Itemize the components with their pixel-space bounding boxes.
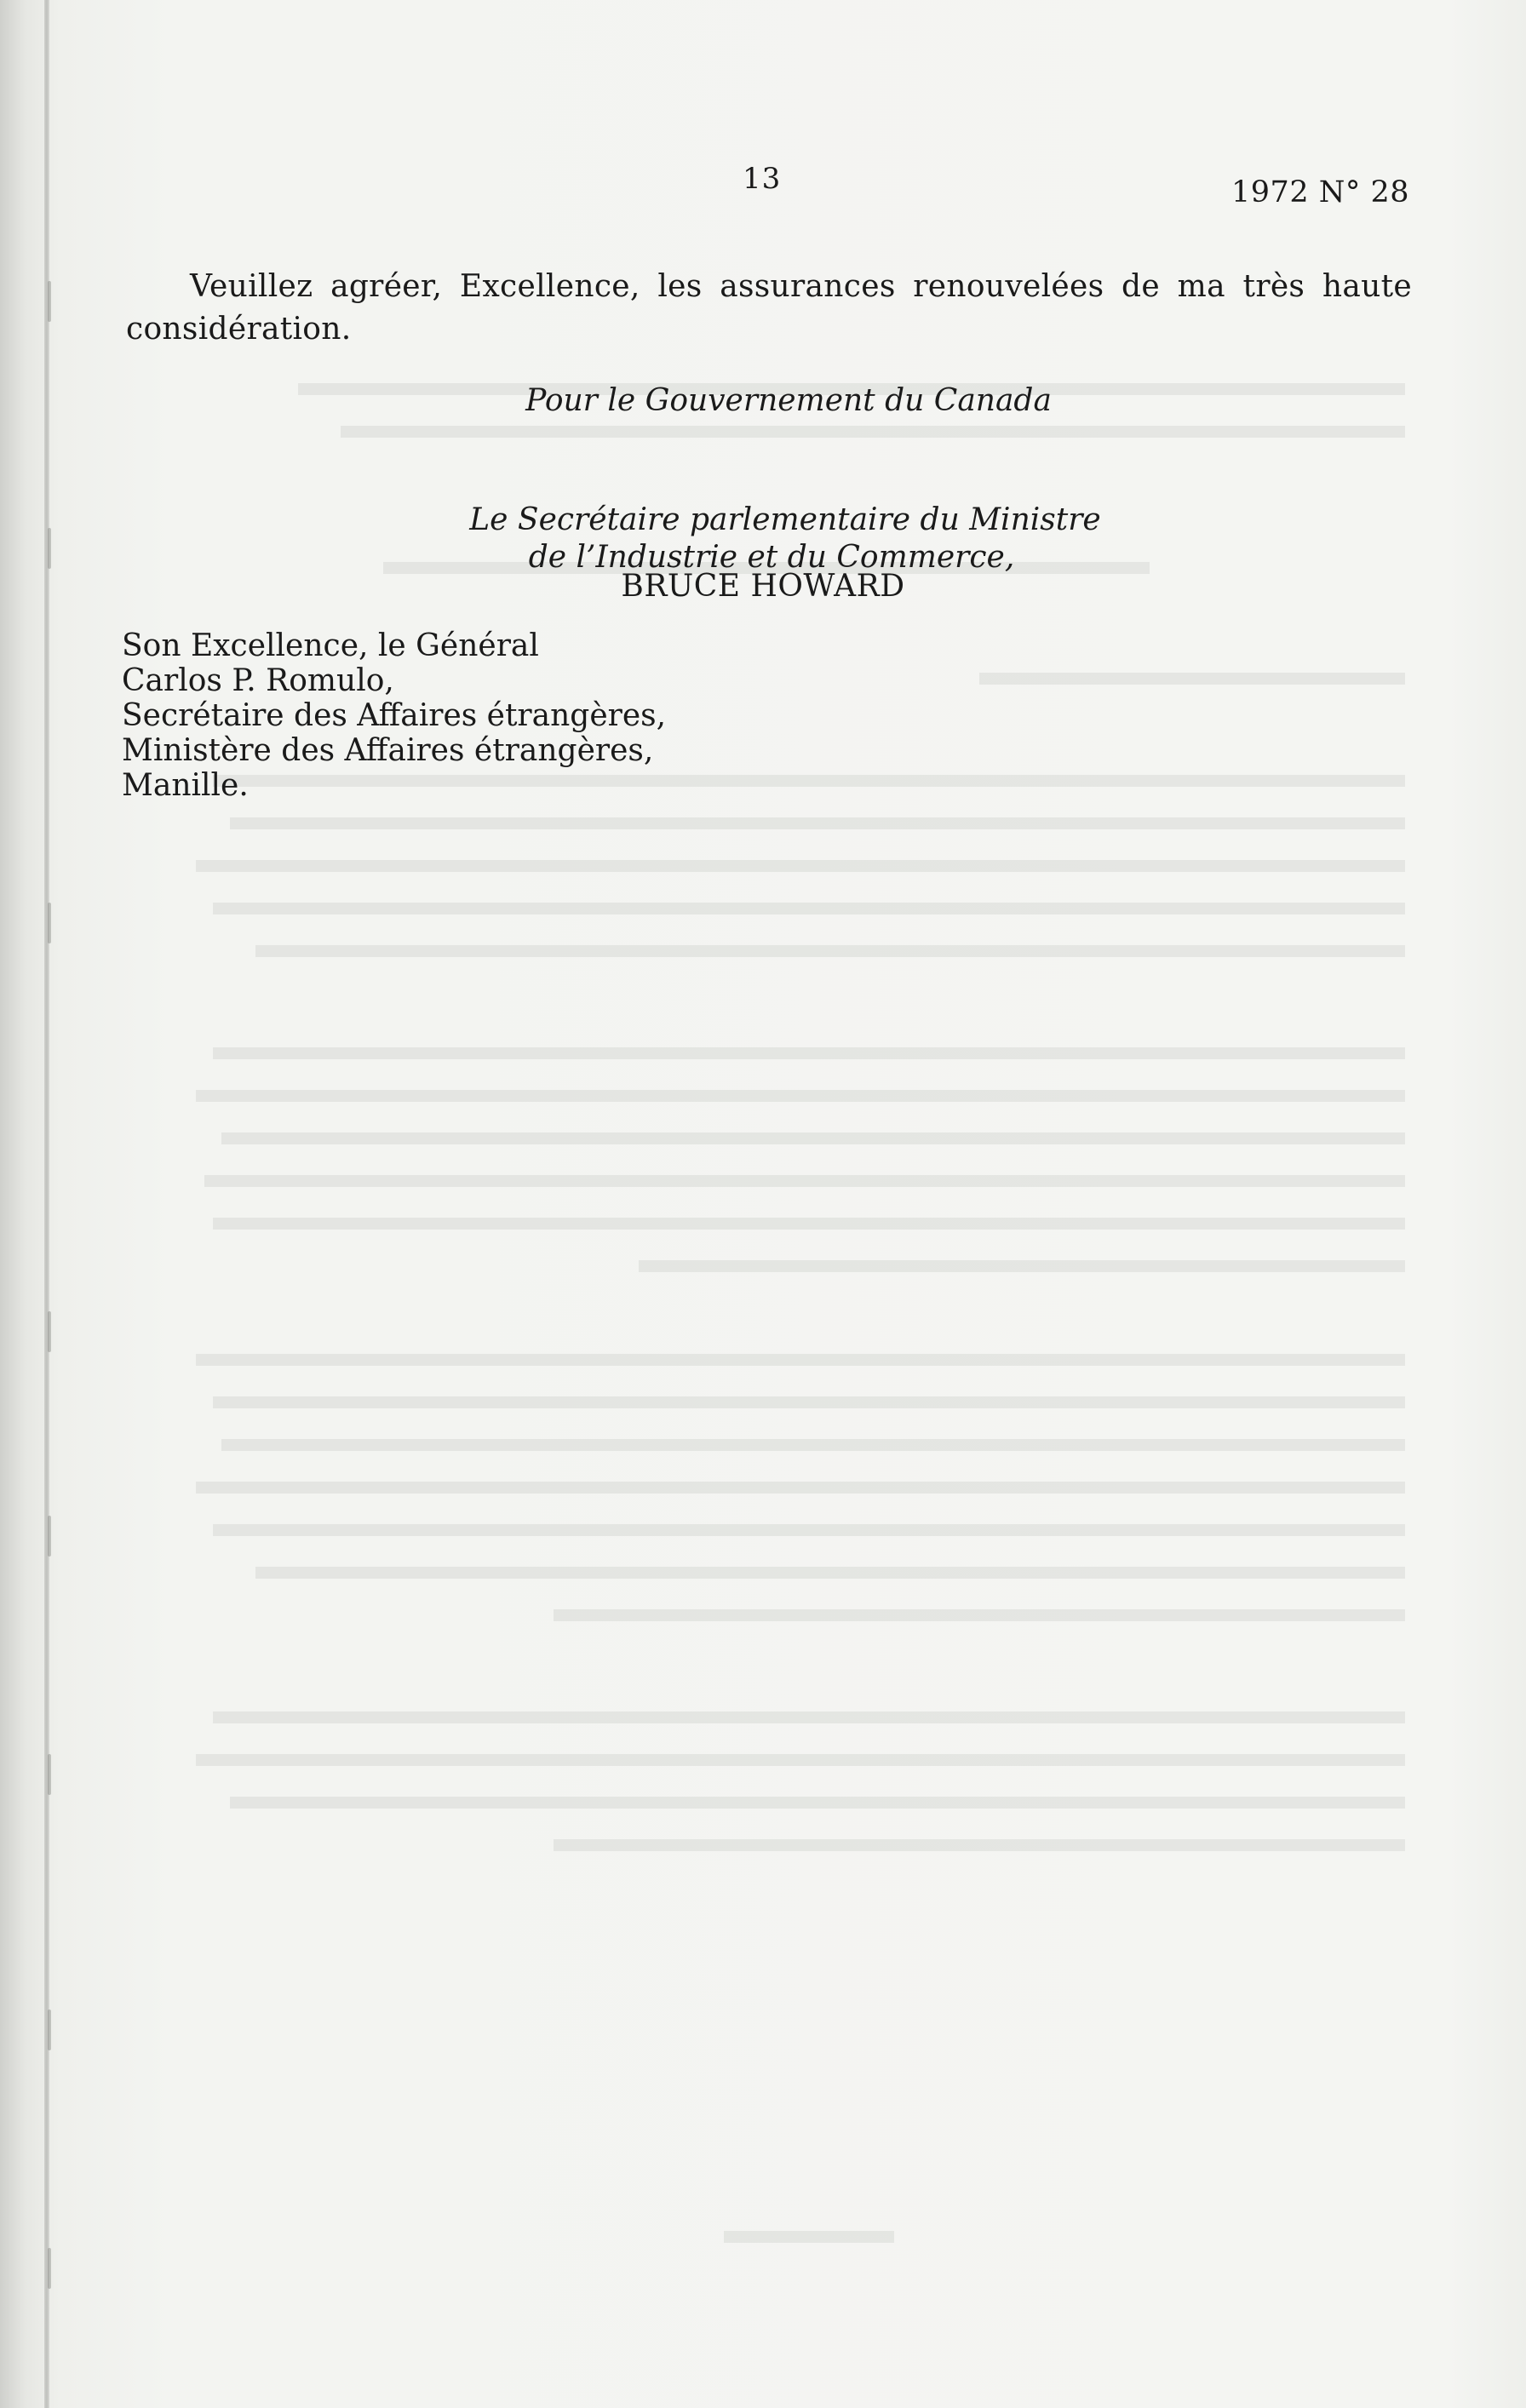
addressee-line: Secrétaire des Affaires étrangères, xyxy=(122,698,667,733)
addressee-block xyxy=(122,628,666,803)
addressee-line: Manille. xyxy=(122,768,249,803)
signatory-title-line1: Le Secrétaire parlementaire du Ministre xyxy=(469,502,1101,537)
binding-holes xyxy=(48,0,56,2408)
addressee-line: Carlos P. Romulo, xyxy=(122,663,394,698)
addressee-line: Son Excellence, le Général xyxy=(122,628,539,663)
binding-hole xyxy=(48,1311,51,1352)
addressee-line: Ministère des Affaires étrangères, xyxy=(122,733,654,768)
binding-hole xyxy=(48,1516,51,1557)
closing-paragraph: Veuillez agréer, Excellence, les assurances renouvelées de ma très haute considération. xyxy=(126,269,1412,347)
page-number: 13 xyxy=(743,162,782,196)
binding-hole xyxy=(48,1754,51,1795)
document-reference: 1972 N° 28 xyxy=(1231,175,1409,209)
signatory-name: BRUCE HOWARD xyxy=(621,569,905,604)
signatory-title-line2: de l’Industrie et du Commerce, xyxy=(528,540,1015,575)
binding-hole xyxy=(48,2010,51,2050)
binding-hole xyxy=(48,903,51,943)
government-line: Pour le Gouvernement du Canada xyxy=(525,383,1052,418)
binding-hole xyxy=(48,2248,51,2289)
binding-hole xyxy=(48,281,51,322)
